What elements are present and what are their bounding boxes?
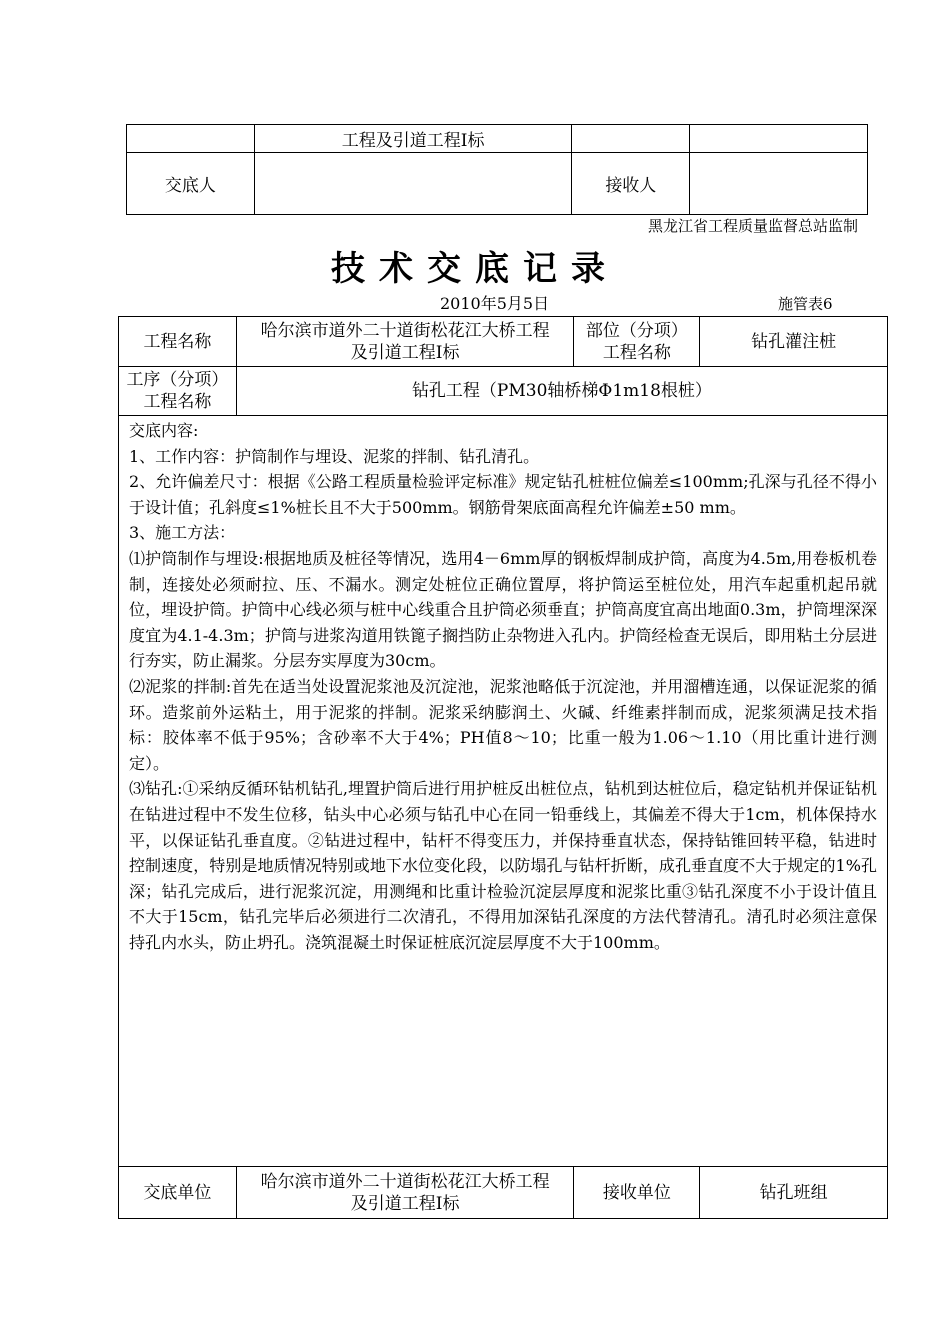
top-handover-table bbox=[126, 124, 868, 215]
top-cell-empty-3 bbox=[690, 125, 868, 153]
briefing-content-cell bbox=[119, 416, 888, 1167]
top-cell-empty-1 bbox=[127, 125, 255, 153]
receiving-unit-value: 钻孔班组 bbox=[700, 1167, 888, 1219]
receiving-unit-label: 接收单位 bbox=[574, 1167, 700, 1219]
briefing-content bbox=[119, 416, 887, 955]
process-name-value: 钻孔工程（PM30轴桥梯Φ1m18根桩） bbox=[236, 367, 887, 416]
section-name-label: 部位（分项）工程名称 bbox=[574, 317, 700, 367]
content-paragraph-slurry: ⑵泥浆的拌制:首先在适当处设置泥浆池及沉淀池，泥浆池略低于沉淀池，并用溜槽连通，以保证泥浆的循环。造浆前外运粘土，用于泥浆的拌制。泥浆采纳膨润土、火碱、纤维素拌制而成，泥浆须满足技术指标：胶体率不低于95%；含砂率不大于4%；PH值8～10；比重一般为1.06～1.10（用比重计进行测定）。 bbox=[129, 676, 877, 773]
project-name-value: 哈尔滨市道外二十道街松花江大桥工程及引道工程Ⅰ标 bbox=[236, 317, 574, 367]
content-paragraph-casing: ⑴护筒制作与埋设:根据地质及桩径等情况，选用4－6mm厚的钢板焊制成护筒，高度为4.5m,用卷板机卷制，连接处必须耐拉、压、不漏水。测定处桩位正确位置厚，将护筒运至桩位处，用汽车起重机起吊就位，埋设护筒。护筒中心线必须与桩中心线重合且护筒必须垂直；护筒高度宜高出地面0.3m，护筒埋深深度宜为4.1-4.3m；护筒与进浆沟道用铁篦子搁挡防止杂物进入孔内。护筒经检查无误后，即用粘土分层进行夯实，防止漏浆。分层夯实厚度为30cm。 bbox=[129, 548, 877, 671]
handover-unit-label: 交底单位 bbox=[119, 1167, 237, 1219]
content-paragraph-drilling: ⑶钻孔:①采纳反循环钻机钻孔,埋置护筒后进行用护桩反出桩位点，钻机到达桩位后，稳定钻机并保证钻机在钻进过程中不发生位移，钻头中心必须与钻孔中心在同一铅垂线上，其偏差不得大于1cm，机体保持水平，以保证钻孔垂直度。②钻进过程中，钻杆不得变压力，并保持垂直状态，保持钻锥回转平稳，钻进时控制速度，特别是地质情况特别或地下水位变化段，以防塌孔与钻杆折断，成孔垂直度不大于规定的1%孔深；钻孔完成后，进行泥浆沉淀，用测绳和比重计检验沉淀层厚度和泥浆比重③钻孔深度不小于设计值且不大于15cm，钻孔完毕后必须进行二次清孔，不得用加深钻孔深度的方法代替清孔。清孔时必须注意保持孔内水头，防止坍孔。浇筑混凝土时保证桩底沉淀层厚度不大于100mm。 bbox=[129, 779, 877, 952]
content-heading: 交底内容: bbox=[129, 421, 199, 440]
handover-unit-value: 哈尔滨市道外二十道街松花江大桥工程及引道工程Ⅰ标 bbox=[236, 1167, 574, 1219]
top-project-fragment: 工程及引道工程Ⅰ标 bbox=[254, 125, 572, 153]
process-name-label: 工序（分项）工程名称 bbox=[119, 367, 237, 416]
project-name-label: 工程名称 bbox=[119, 317, 237, 367]
content-paragraph-tolerance: 2、允许偏差尺寸：根据《公路工程质量检验评定标准》规定钻孔桩桩位偏差≤100mm;孔深与孔径不得小于设计值；孔斜度≤1%桩长且不大于500mm。钢筋骨架底面高程允许偏差±50 mm。 bbox=[129, 472, 877, 517]
content-paragraph-method-heading: 3、施工方法： bbox=[129, 523, 236, 543]
page-title: 技术交底记录 bbox=[331, 249, 619, 289]
receiver-value[interactable] bbox=[690, 153, 868, 215]
receiver-label: 接收人 bbox=[572, 153, 690, 215]
supervision-note: 黑龙江省工程质量监督总站监制 bbox=[647, 217, 858, 235]
handover-person-value[interactable] bbox=[254, 153, 572, 215]
top-cell-empty-2 bbox=[572, 125, 690, 153]
form-code: 施管表6 bbox=[778, 295, 833, 313]
technical-briefing-table bbox=[118, 316, 888, 1219]
section-name-value: 钻孔灌注桩 bbox=[700, 317, 888, 367]
content-paragraph-work: 1、工作内容：护筒制作与埋设、泥浆的拌制、钻孔清孔。 bbox=[129, 446, 540, 466]
handover-person-label: 交底人 bbox=[127, 153, 255, 215]
document-date: 2010年5月5日 bbox=[440, 294, 550, 313]
